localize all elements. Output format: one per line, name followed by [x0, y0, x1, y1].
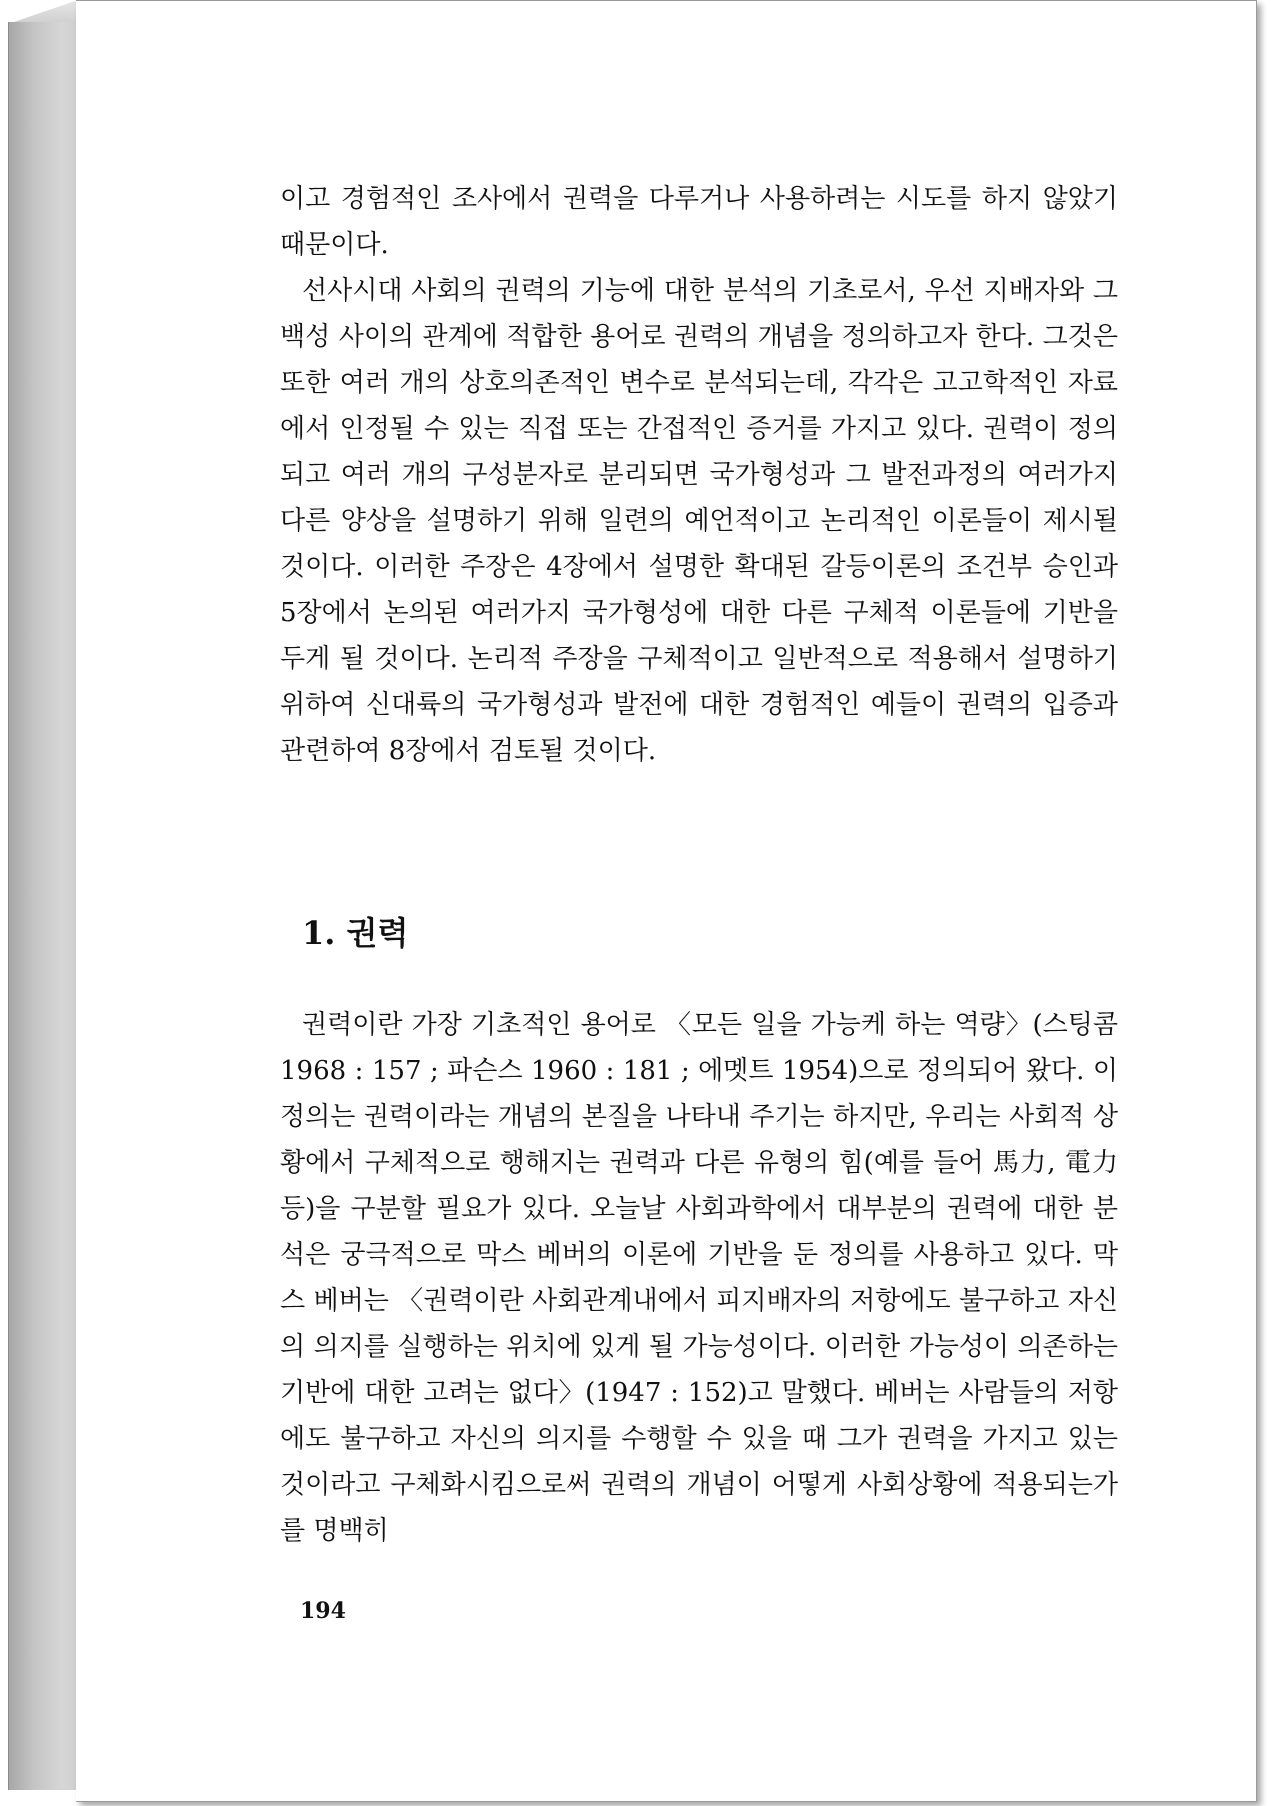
section-heading: 1. 권력: [302, 914, 409, 952]
top-text-block: [280, 176, 1118, 774]
book-spine-top: [8, 0, 78, 24]
section-text-block: [280, 1002, 1118, 1554]
paragraph-continuation: 이고 경험적인 조사에서 권력을 다루거나 사용하려는 시도를 하지 않았기 때문이다.: [280, 184, 1118, 260]
page-number: 194: [300, 1598, 346, 1624]
book-spine: [8, 22, 79, 1790]
paragraph-power-definition: 권력이란 가장 기초적인 용어로 〈모든 일을 가능케 하는 역량〉(스팅콤1968 : 157 ; 파슨스 1960 : 181 ; 에멧트 1954)으로 정의되어 왔다. 이 정의는 권력이라는 개념의 본질을 나타내 주기는 하지만, 우리는 사회적 상황에서 구체적으로 행해지는 권력과 다른 유형의 힘(예를 들어 馬力, 電力 등)을 구분할 필요가 있다. 오늘날 사회과학에서 대부분의 권력에 대한 분석은 궁극적으로 막스 베버의 이론에 기반을 둔 정의를 사용하고 있다. 막스 베버는 〈권력이란 사회관계내에서 피지배자의 저항에도 불구하고 자신의 의지를 실행하는 위치에 있게 될 가능성이다. 이러한 가능성이 의존하는 기반에 대한 고려는 없다〉(1947 : 152)고 말했다. 베버는 사람들의 저항에도 불구하고 자신의 의지를 수행할 수 있을 때 그가 권력을 가지고 있는 것이라고 구체화시킴으로써 권력의 개념이 어떻게 사회상황에 적용되는가를 명백히: [280, 1010, 1118, 1546]
paragraph-intro: 선사시대 사회의 권력의 기능에 대한 분석의 기초로서, 우선 지배자와 그 백성 사이의 관계에 적합한 용어로 권력의 개념을 정의하고자 한다. 그것은 또한 여러 개의 상호의존적인 변수로 분석되는데, 각각은 고고학적인 자료에서 인정될 수 있는 직접 또는 간접적인 증거를 가지고 있다. 권력이 정의되고 여러 개의 구성분자로 분리되면 국가형성과 그 발전과정의 여러가지 다른 양상을 설명하기 위해 일련의 예언적이고 논리적인 이론들이 제시될 것이다. 이러한 주장은 4장에서 설명한 확대된 갈등이론의 조건부 승인과 5장에서 논의된 여러가지 국가형성에 대한 다른 구체적 이론들에 기반을 두게 될 것이다. 논리적 주장을 구체적이고 일반적으로 적용해서 설명하기 위하여 신대륙의 국가형성과 발전에 대한 경험적인 예들이 권력의 입증과 관련하여 8장에서 검토될 것이다.: [280, 276, 1118, 766]
